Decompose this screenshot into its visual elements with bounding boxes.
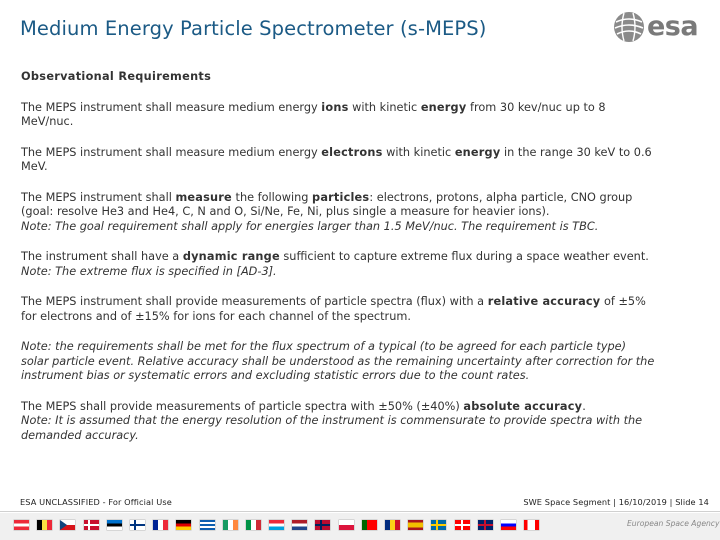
- text: sufficient to capture extreme flux during a space weather event.: [279, 250, 649, 263]
- requirement-absolute-accuracy: [21, 400, 693, 444]
- text: with kinetic: [382, 145, 455, 159]
- switzerland-flag: [455, 520, 470, 530]
- note: solar particle event. Relative accuracy shall be understood as the remaining uncertainty after correction for the: [21, 354, 655, 368]
- belgium-flag: [37, 520, 52, 530]
- portugal-flag: [362, 520, 377, 530]
- text: for electrons and of ±15% for ions for each channel of the spectrum.: [21, 309, 411, 323]
- requirement-particles: [21, 191, 693, 235]
- finland-flag: [130, 520, 145, 530]
- greece-flag: [200, 520, 215, 530]
- france-flag: [153, 520, 168, 530]
- keyword: dynamic range: [182, 250, 280, 263]
- text: The MEPS instrument shall measure medium energy: [21, 100, 322, 114]
- text: with kinetic: [348, 100, 421, 114]
- keyword: ions: [321, 100, 349, 114]
- text: .: [582, 399, 586, 413]
- note: Note: The goal requirement shall apply for energies larger than 1.5 MeV/nuc. The requirement is TBC.: [21, 219, 599, 233]
- member-state-flags: [14, 520, 539, 530]
- luxembourg-flag: [269, 520, 284, 530]
- sweden-flag: [431, 520, 446, 530]
- note: Note: It is assumed that the energy resolution of the instrument is commensurate to provide spectra with the: [21, 414, 643, 427]
- note: Note: The extreme flux is specified in [AD-3].: [21, 264, 277, 278]
- denmark-flag: [84, 520, 99, 530]
- requirement-electrons: [21, 146, 693, 175]
- slide-title: Medium Energy Particle Spectrometer (s-MEPS): [20, 17, 487, 40]
- poland-flag: [339, 520, 354, 530]
- keyword: absolute accuracy: [463, 399, 583, 413]
- romania-flag: [385, 520, 400, 530]
- italy-flag: [246, 520, 261, 530]
- text: The instrument shall have a: [21, 250, 183, 263]
- classification-label: ESA UNCLASSIFIED - For Official Use: [20, 497, 172, 507]
- germany-flag: [176, 520, 191, 530]
- keyword: energy: [420, 100, 467, 114]
- text: of ±5%: [600, 295, 646, 308]
- slide-info: SWE Space Segment | 16/10/2019 | Slide 14: [523, 497, 709, 507]
- netherlands-flag: [292, 520, 307, 530]
- text: The MEPS shall provide measurements of particle spectra with ±50% (±40%): [21, 399, 464, 413]
- esa-logo: [612, 10, 712, 46]
- text: MeV.: [21, 160, 48, 173]
- czech-flag: [60, 520, 75, 530]
- austria-flag: [14, 520, 29, 530]
- ireland-flag: [223, 520, 238, 530]
- text: (goal: resolve He3 and He4, C, N and O, Si/Ne, Fe, Ni, plus single a measure for heavier ions).: [21, 205, 550, 218]
- spain-flag: [408, 520, 423, 530]
- text: The MEPS instrument shall: [21, 190, 176, 204]
- text: The MEPS instrument shall provide measurements of particle spectra (flux) with a: [21, 295, 488, 308]
- slide-body: [21, 70, 693, 459]
- text: The MEPS instrument shall measure medium energy: [21, 145, 322, 159]
- esa-logo-text: esa: [647, 11, 699, 42]
- keyword: relative accuracy: [487, 295, 601, 308]
- requirement-ions: [21, 101, 693, 130]
- canada-flag: [524, 520, 539, 530]
- norway-flag: [315, 520, 330, 530]
- esa-globe-icon: [612, 10, 646, 44]
- requirement-relative-accuracy: [21, 295, 693, 324]
- footer-divider: [0, 511, 720, 512]
- text: in the range 30 keV to 0.6: [500, 145, 652, 159]
- note: demanded accuracy.: [21, 428, 139, 442]
- text: : electrons, protons, alpha particle, CNO group: [369, 190, 633, 204]
- uk-flag: [478, 520, 493, 530]
- relative-accuracy-note: [21, 340, 693, 384]
- text: from 30 kev/nuc up to 8: [466, 100, 606, 114]
- keyword: energy: [454, 145, 501, 159]
- keyword: electrons: [321, 145, 383, 159]
- note: instrument bias or systematic errors and excluding statistic errors due to the count rates.: [21, 369, 530, 382]
- text: the following: [231, 190, 313, 204]
- estonia-flag: [107, 520, 122, 530]
- slovenia-flag: [501, 520, 516, 530]
- keyword: particles: [312, 190, 370, 204]
- section-heading: Observational Requirements: [21, 70, 212, 83]
- note: Note: the requirements shall be met for the flux spectrum of a typical (to be agreed for each particle type): [21, 340, 627, 353]
- text: MeV/nuc.: [21, 115, 74, 128]
- agency-name: European Space Agency: [627, 519, 720, 528]
- requirement-dynamic-range: [21, 250, 693, 279]
- keyword: measure: [175, 190, 232, 204]
